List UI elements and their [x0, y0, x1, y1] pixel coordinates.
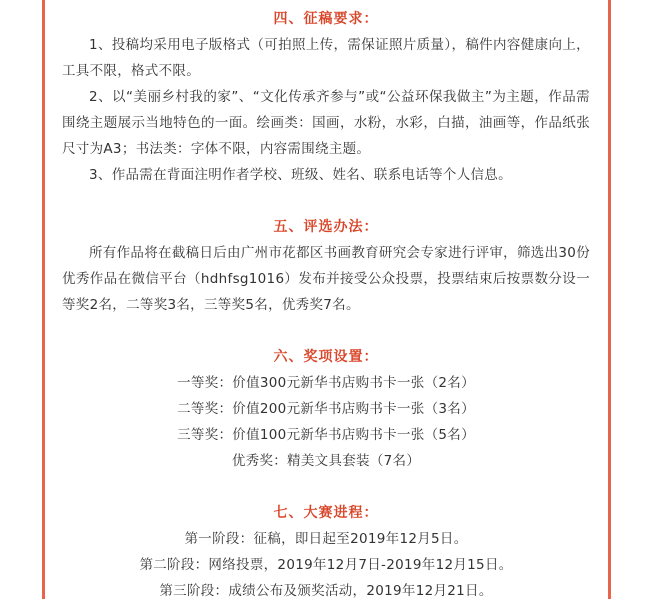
requirement-item-1: 1、投稿均采用电子版格式（可拍照上传，需保证照片质量），稿件内容健康向上，工具不限，格式不限。 — [62, 37, 590, 79]
schedule-stage-2: 第二阶段：网络投票，2019年12月7日-2019年12月15日。 — [139, 557, 513, 573]
section-heading-schedule: 七、大赛进程： — [273, 505, 379, 521]
requirement-item-3: 3、作品需在背面注明作者学校、班级、姓名、联系电话等个人信息。 — [89, 167, 512, 183]
requirement-item-2: 2、以“美丽乡村我的家”、“文化传承齐参与”或“公益环保我做主”为主题，作品需围绕主题展示当地特色的一面。绘画类：国画，水粉，水彩，白描，油画等，作品纸张尺寸为A3；书法类：字体不限，内容需围绕主题。 — [62, 89, 590, 157]
article-content — [62, 6, 590, 604]
right-border-line — [608, 0, 611, 599]
left-border-line — [42, 0, 45, 599]
schedule-stage-1: 第一阶段：征稿，即日起至2019年12月5日。 — [184, 531, 468, 547]
award-second: 二等奖：价值200元新华书店购书卡一张（3名） — [177, 401, 475, 417]
award-third: 三等奖：价值100元新华书店购书卡一张（5名） — [177, 427, 475, 443]
award-excellence: 优秀奖：精美文具套装（7名） — [231, 453, 421, 469]
award-first: 一等奖：价值300元新华书店购书卡一张（2名） — [177, 375, 475, 391]
schedule-stage-3: 第三阶段：成绩公布及颁奖活动，2019年12月21日。 — [159, 583, 493, 599]
section-heading-awards: 六、奖项设置： — [273, 349, 379, 365]
section-heading-judging: 五、评选办法： — [273, 219, 379, 235]
section-heading-requirements: 四、征稿要求： — [273, 11, 379, 27]
judging-paragraph: 所有作品将在截稿日后由广州市花都区书画教育研究会专家进行评审，筛选出30份优秀作品在微信平台（hdhfsg1016）发布并接受公众投票，投票结束后按票数分设一等奖2名，二等奖3名，三等奖5名，优秀奖7名。 — [62, 245, 590, 313]
